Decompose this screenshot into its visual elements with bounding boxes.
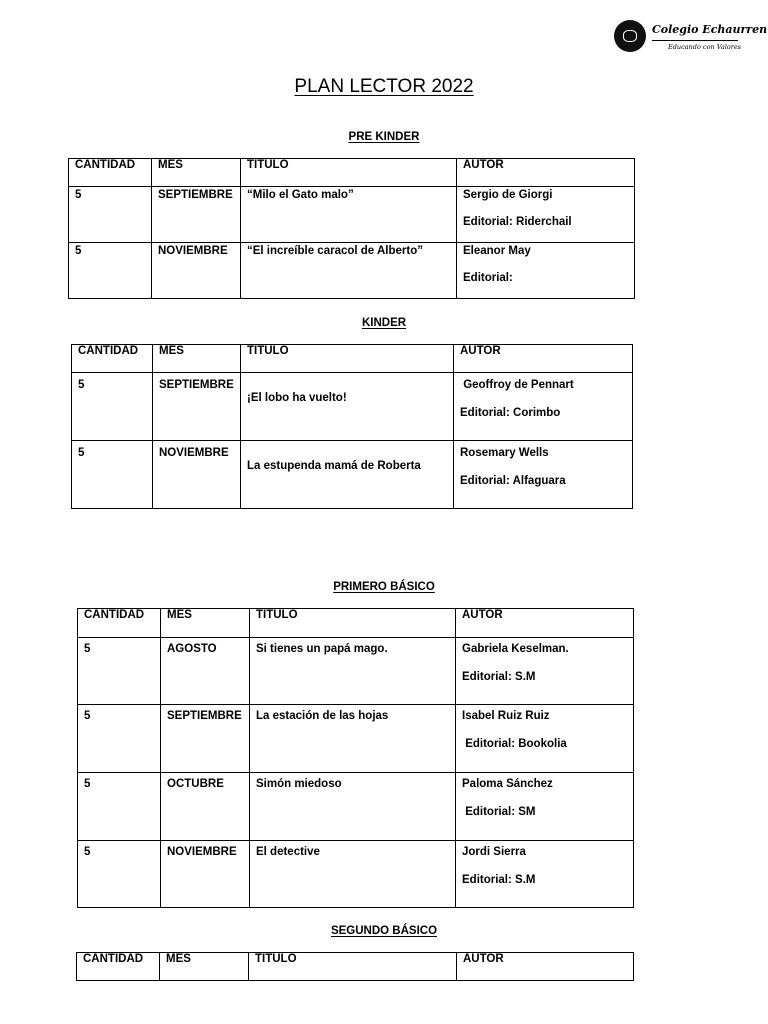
header-titulo: TITULO [241, 345, 454, 373]
author-editorial: Editorial: Bookolia [462, 737, 567, 750]
cell-title: Simón miedoso [250, 773, 456, 841]
author-editorial: Editorial: Alfaguara [460, 474, 566, 487]
cell-author [457, 243, 635, 299]
school-name: Colegio Echaurren [652, 23, 768, 36]
author-editorial: Editorial: [463, 271, 513, 284]
reading-table-segundo-basico [76, 952, 634, 981]
table-row [72, 373, 633, 441]
header-titulo: TITULO [241, 159, 457, 187]
cell-author [456, 705, 634, 773]
cell-qty: 5 [69, 187, 152, 243]
logo-divider [652, 40, 738, 41]
table-header-row [77, 953, 634, 981]
author-name: Gabriela Keselman. [462, 643, 569, 655]
author-editorial: Editorial: Corimbo [460, 406, 561, 419]
reading-table-pre-kinder [68, 158, 635, 299]
table-row [72, 441, 633, 509]
cell-author [454, 373, 633, 441]
school-motto: Educando con Valores [668, 43, 741, 51]
school-emblem-icon [614, 20, 646, 52]
cell-title: “Milo el Gato malo” [241, 187, 457, 243]
author-name: Eleanor May [463, 245, 531, 257]
author-editorial: Editorial: SM [462, 805, 536, 818]
table-row [69, 243, 635, 299]
section-title-segundo-basico: SEGUNDO BÁSICO [330, 925, 438, 937]
author-editorial: Editorial: Riderchail [463, 215, 572, 228]
cell-qty: 5 [72, 373, 153, 441]
table-header-row [78, 609, 634, 638]
table-row [78, 841, 634, 908]
header-cantidad: CANTIDAD [77, 953, 160, 981]
school-logo [612, 18, 768, 54]
cell-author [454, 441, 633, 509]
cell-qty: 5 [78, 705, 161, 773]
header-mes: MES [152, 159, 241, 187]
header-cantidad: CANTIDAD [69, 159, 152, 187]
table-header-row [69, 159, 635, 187]
cell-qty: 5 [72, 441, 153, 509]
cell-title: La estupenda mamá de Roberta [241, 441, 454, 509]
cell-month: NOVIEMBRE [152, 243, 241, 299]
header-mes: MES [153, 345, 241, 373]
cell-title: Si tienes un papá mago. [250, 638, 456, 705]
author-editorial: Editorial: S.M [462, 670, 536, 683]
author-name: Geoffroy de Pennart [460, 379, 574, 391]
cell-title: ¡El lobo ha vuelto! [241, 373, 454, 441]
reading-table-primero-basico [77, 608, 634, 908]
cell-author [457, 187, 635, 243]
header-cantidad: CANTIDAD [72, 345, 153, 373]
cell-month: AGOSTO [161, 638, 250, 705]
cell-title: “El increíble caracol de Alberto” [241, 243, 457, 299]
author-editorial: Editorial: S.M [462, 873, 536, 886]
cell-month: SEPTIEMBRE [153, 373, 241, 441]
cell-author [456, 638, 634, 705]
section-title-primero-basico: PRIMERO BÁSICO [333, 581, 435, 593]
table-row [78, 773, 634, 841]
header-autor: AUTOR [457, 953, 634, 981]
cell-title: El detective [250, 841, 456, 908]
header-autor: AUTOR [454, 345, 633, 373]
author-name: Jordi Sierra [462, 846, 526, 858]
section-title-pre-kinder: PRE KINDER [348, 131, 420, 143]
cell-month: NOVIEMBRE [153, 441, 241, 509]
cell-qty: 5 [69, 243, 152, 299]
cell-qty: 5 [78, 773, 161, 841]
page-title: PLAN LECTOR 2022 [294, 76, 474, 97]
author-name: Paloma Sánchez [462, 778, 553, 790]
header-autor: AUTOR [456, 609, 634, 638]
table-header-row [72, 345, 633, 373]
cell-qty: 5 [78, 841, 161, 908]
author-name: Isabel Ruiz Ruiz [462, 710, 550, 722]
cell-month: OCTUBRE [161, 773, 250, 841]
cell-author [456, 773, 634, 841]
header-autor: AUTOR [457, 159, 635, 187]
author-name: Rosemary Wells [460, 447, 549, 459]
header-titulo: TITULO [249, 953, 457, 981]
author-name: Sergio de Giorgi [463, 189, 553, 201]
table-row [78, 705, 634, 773]
cell-month: SEPTIEMBRE [152, 187, 241, 243]
header-mes: MES [160, 953, 249, 981]
header-mes: MES [161, 609, 250, 638]
cell-month: NOVIEMBRE [161, 841, 250, 908]
cell-month: SEPTIEMBRE [161, 705, 250, 773]
reading-table-kinder [71, 344, 633, 509]
header-titulo: TITULO [250, 609, 456, 638]
cell-title: La estación de las hojas [250, 705, 456, 773]
section-title-kinder: KINDER [361, 317, 407, 329]
cell-qty: 5 [78, 638, 161, 705]
table-row [69, 187, 635, 243]
cell-author [456, 841, 634, 908]
header-cantidad: CANTIDAD [78, 609, 161, 638]
table-row [78, 638, 634, 705]
